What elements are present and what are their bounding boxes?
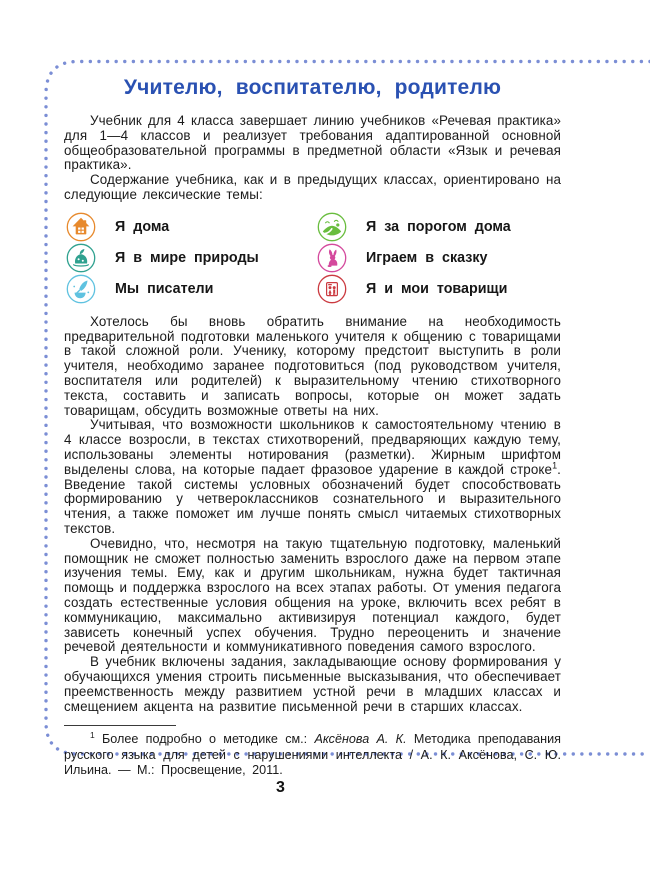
footnote-text bbox=[64, 732, 561, 778]
footnote bbox=[64, 725, 561, 778]
topic-item-skazka bbox=[317, 243, 561, 273]
page-title: Учителю, воспитателю, родителю bbox=[123, 76, 502, 99]
footnote-reference-mark: 1 bbox=[552, 460, 558, 471]
children-card-icon bbox=[317, 274, 347, 304]
page-number: 3 bbox=[276, 779, 285, 796]
paragraph-intro-2: Содержание учебника, как и в предыдущих классах, ориентировано на следующие лексические темы: bbox=[64, 172, 561, 202]
paragraph-notation bbox=[64, 418, 561, 536]
topics-list bbox=[66, 212, 561, 305]
paragraph-intro-1: Учебник для 4 класса завершает линию учебников «Речевая практика» для 1—4 классов и реализует требования адаптированной основной общеобразовательной программы в предметной области «Язык и речевая практика». bbox=[64, 113, 561, 173]
footnote-separator bbox=[64, 725, 176, 726]
paragraph-written-speech: В учебник включены задания, закладывающие основу формирования у обучающихся умения строить письменные высказывания, что обеспечивает преемственность между развитием устной речи в младших классах и смещением акцента на развитие письменной речи в старших классах. bbox=[64, 654, 561, 714]
footnote-citation-end: Методика преподавания русского языка для детей с нарушениями интеллекта / А. К. Аксёнова, С. Ю. Ильина. — М.: Просвещение, 2011. bbox=[64, 732, 561, 777]
topic-label: Я за порогом дома bbox=[366, 219, 511, 236]
outdoor-path-icon bbox=[317, 212, 347, 242]
paragraph-notation-text-cont: . Введение такой системы условных обозначений будет способствовать формированию у четвероклассников сознательного и выразительного чтения, а также поможет им лучше понять смысл читаемых стихотворных текстов. bbox=[64, 461, 561, 536]
bunny-icon bbox=[317, 243, 347, 273]
nature-icon bbox=[66, 243, 96, 273]
house-icon bbox=[66, 212, 96, 242]
topic-label: Я в мире природы bbox=[115, 250, 259, 267]
topic-label: Я и мои товарищи bbox=[366, 281, 508, 298]
topic-item-tovarishchi bbox=[317, 274, 561, 304]
paragraph-adult-role: Очевидно, что, несмотря на такую тщательную подготовку, маленький помощник не сможет полностью заменить взрослого даже на первом этапе изучения темы. Ему, как и другим школьникам, нужна будет тактичная помощь и поддержка взрослого на всех этапах работы. От умения педагога создать естественные условия общения на уроке, включить всех ребят в коммуникацию, максимально активизируя потенциал каждого, будет зависеть конечный успех обучения. Трудно переоценить и значение речевой деятельности и коммуникативного поведения самого взрослого. bbox=[64, 535, 561, 655]
footnote-citation-start: Более подробно о методике см.: bbox=[94, 732, 315, 747]
footnote-marker: 1 bbox=[90, 730, 95, 741]
topic-item-za-porogom bbox=[317, 212, 561, 242]
footnote-author: Аксёнова А. К. bbox=[314, 732, 407, 747]
paragraph-notation-text: Учитывая, что возможности школьников к самостоятельному чтению в 4 классе возросли, в текстах стихотворений, предваряющих каждую тему, использованы элементы нотирования (разметки). Жирным шрифтом выделены слова, на которые падает фразовое ударение в каждой строке bbox=[64, 417, 561, 477]
paragraph-preparation: Хотелось бы вновь обратить внимание на необходимость предварительной подготовки маленького учителя к общению с товарищами в такой сложной роли. Ученику, которому предстоит выступить в роли учителя, необходимо заранее подготовиться (под руководством учителя, воспитателя или родителей) к выразительному чтению стихотворного текста, составить и записать вопросы, которые он может задать товарищам, обсудить возможные ответы на них. bbox=[64, 313, 561, 418]
topic-item-my-pisateli bbox=[66, 274, 317, 304]
topic-label: Мы писатели bbox=[115, 281, 214, 298]
topic-label: Я дома bbox=[115, 219, 170, 236]
topic-label: Играем в сказку bbox=[366, 250, 488, 267]
writer-quill-icon bbox=[66, 274, 96, 304]
page-content bbox=[64, 76, 561, 778]
topic-item-mir-prirody bbox=[66, 243, 317, 273]
topic-item-ya-doma bbox=[66, 212, 317, 242]
